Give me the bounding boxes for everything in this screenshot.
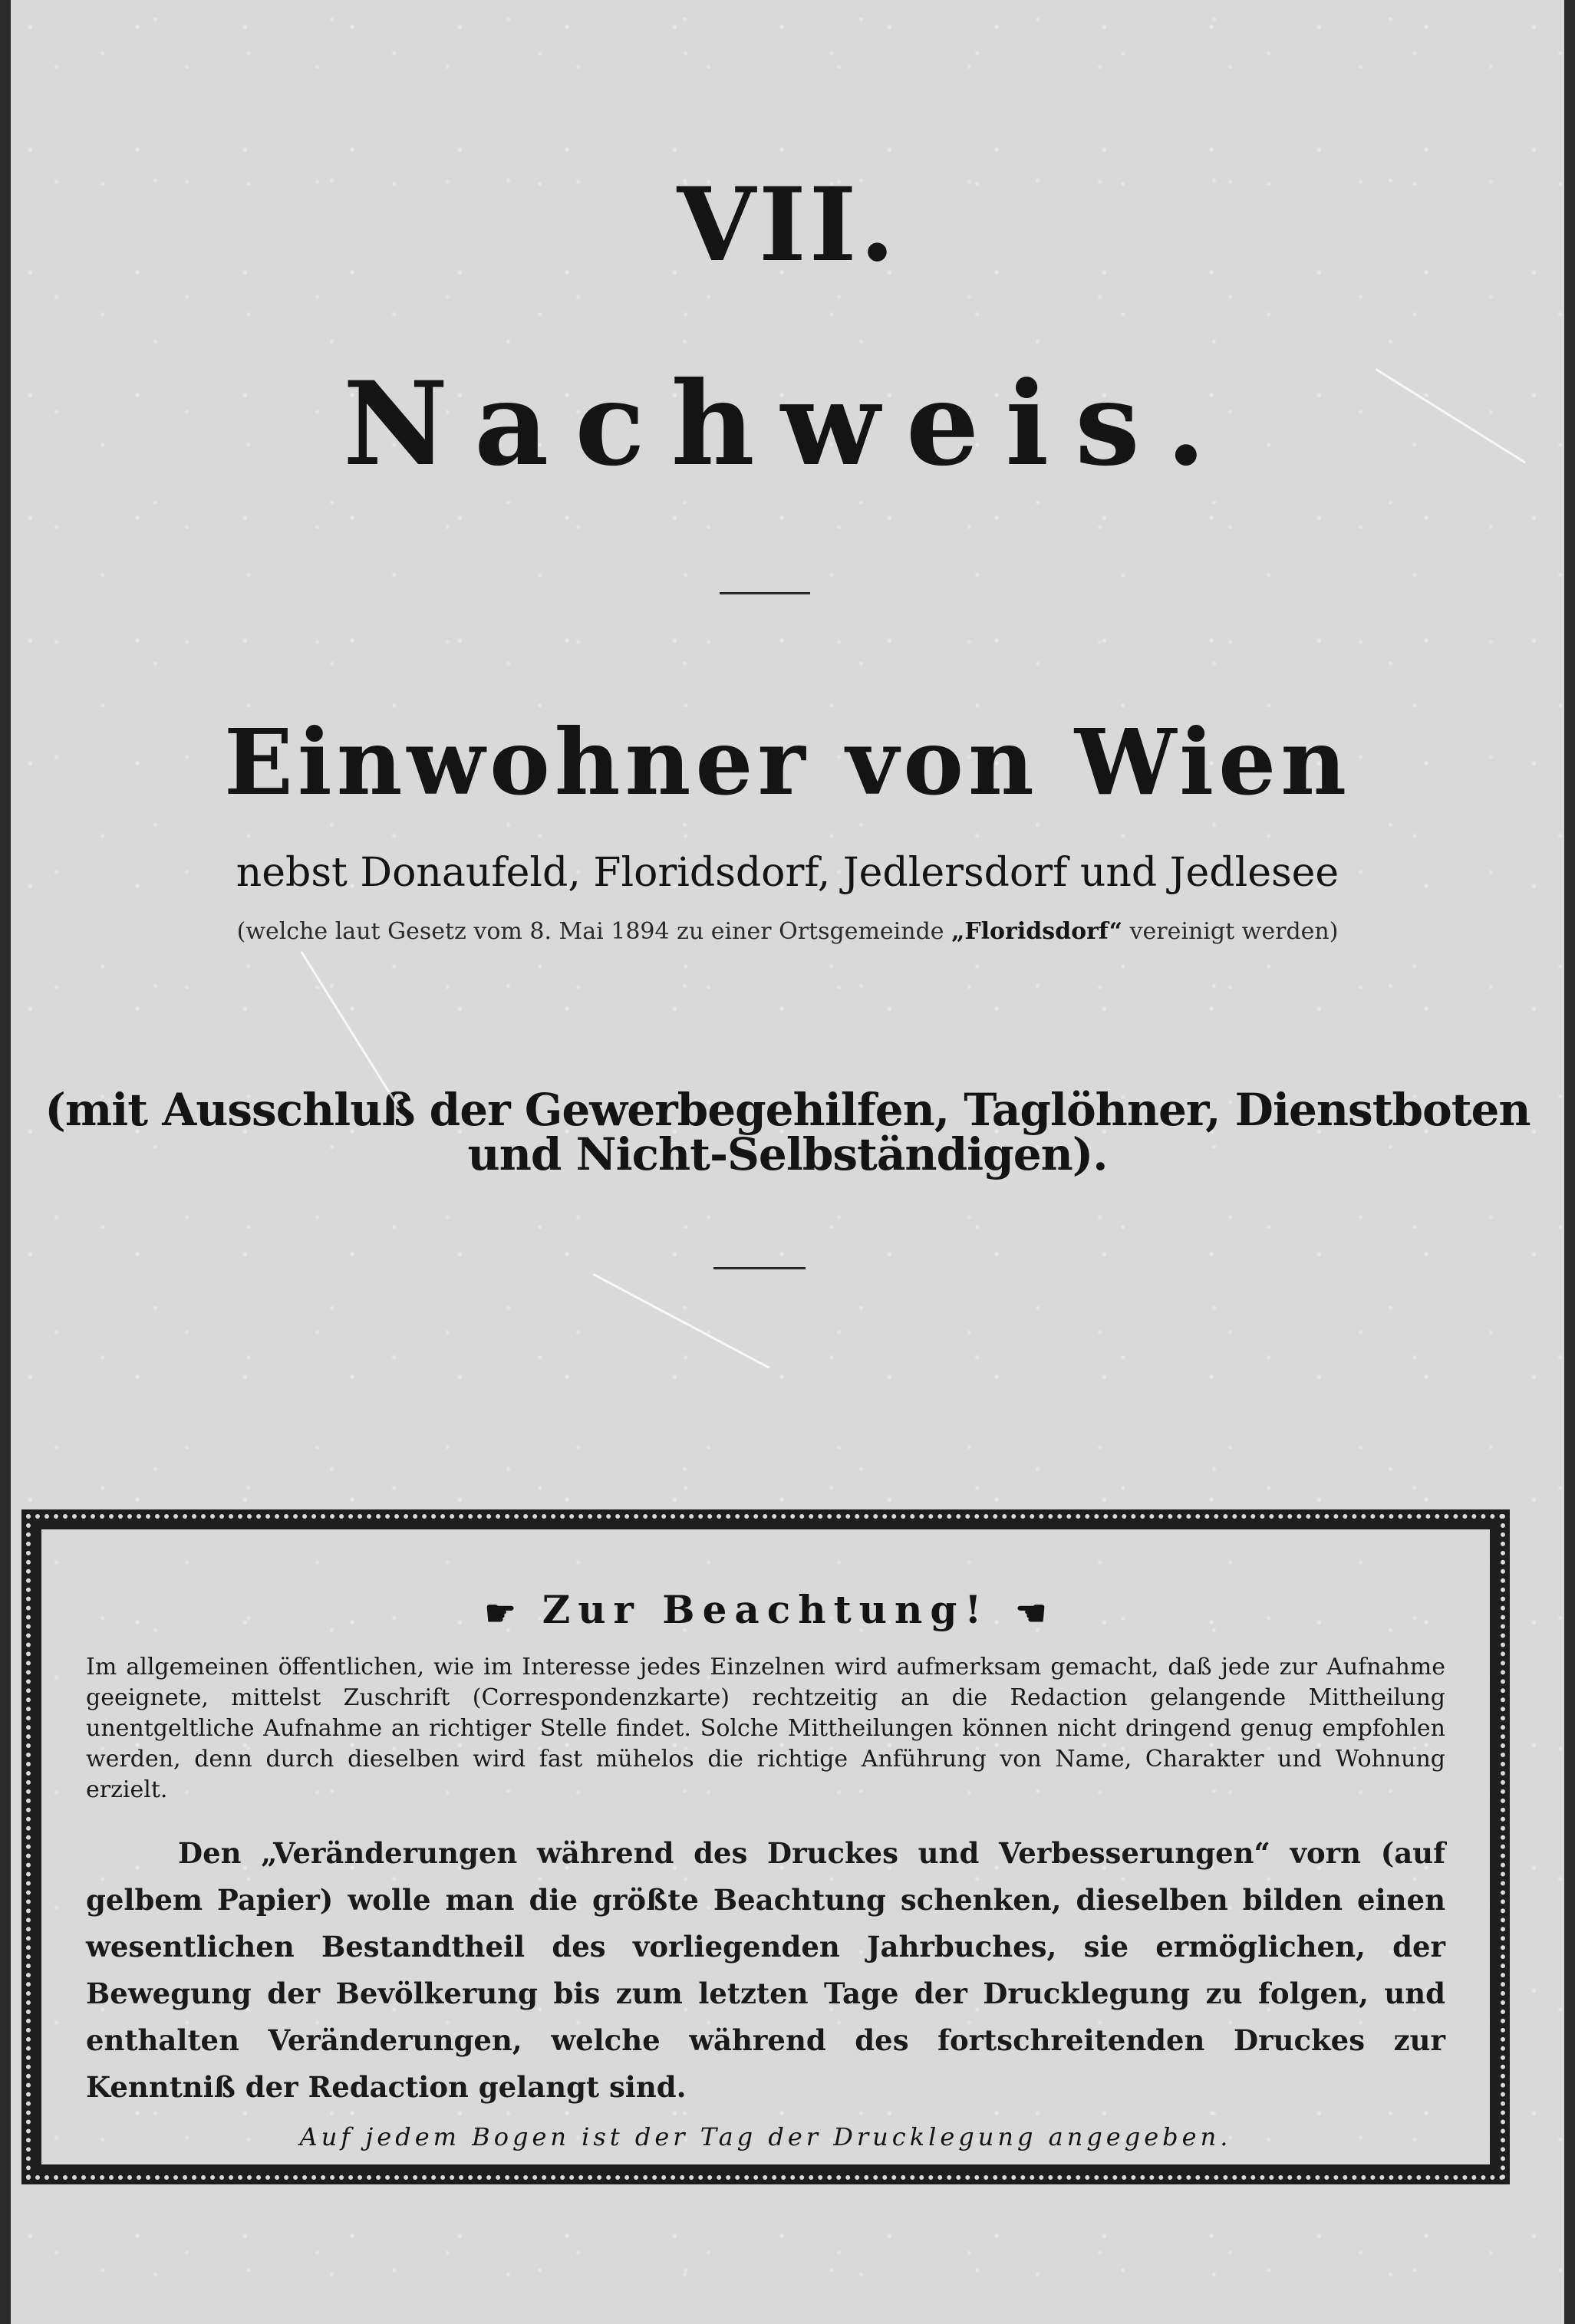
law-note (11, 920, 1564, 943)
notice-box (43, 1531, 1488, 2163)
exclusion-note: (mit Ausschluß der Gewerbegehilfen, Taglöhner, Dienstboten und Nicht-Selbständigen). (44, 1084, 1531, 1180)
pointing-hand-right-icon: ☛ (484, 1592, 516, 1634)
page-title: Nachweis. (343, 357, 1232, 492)
notice-title-text: Zur Beachtung! (542, 1587, 990, 1632)
notice-paragraph-1: Im allgemeinen öffentlichen, wie im Interesse jedes Einzelnen wird aufmerksam gemacht, daß jede zur Aufnahme geeignete, mittelst Zuschrift (Correspondenzkarte) rechtzeitig an die Redaction gelangende Mittheilung unentgeltliche Aufnahme an richtiger Stelle findet. Solche Mittheilungen können nicht dringend genug empfohlen werden, denn durch dieselben wird fast mühelos die richtige Anführung von Name, Charakter und Wohnung erzielt. (86, 1654, 1445, 1803)
law-note-before: (welche laut Gesetz vom 8. Mai 1894 zu einer Ortsgemeinde (236, 918, 944, 945)
pointing-hand-left-icon: ☚ (1015, 1592, 1047, 1634)
law-note-after: vereinigt werden) (1129, 918, 1339, 945)
notice-paragraph-3: Auf jedem Bogen ist der Tag der Drucklegung angegeben. (299, 2122, 1232, 2151)
notice-paragraph-2: Den „Veränderungen während des Druckes und Verbesserungen“ vorn (auf gelbem Papier) wolle man die größte Beachtung schenken, dieselben bilden einen wesentlichen Bestandtheil des vorliegenden Jahrbuches, sie ermöglichen, der Bewegung der Bevölkerung bis zum letzten Tage der Drucklegung zu folgen, und enthalten Veränderungen, welche während des fortschreitenden Druckes zur Kenntniß der Redaction gelangt sind. (86, 1836, 1445, 2104)
notice-title (43, 1587, 1488, 1634)
law-note-name: „Floridsdorf“ (951, 918, 1123, 945)
main-heading: Einwohner von Wien (223, 709, 1352, 815)
places-subtitle: nebst Donaufeld, Floridsdorf, Jedlersdorf und Jedlesee (236, 850, 1339, 896)
divider-rule (713, 1267, 806, 1269)
scratch-mark (593, 1273, 770, 1369)
divider-rule (720, 592, 810, 594)
section-number: VII. (677, 166, 898, 285)
